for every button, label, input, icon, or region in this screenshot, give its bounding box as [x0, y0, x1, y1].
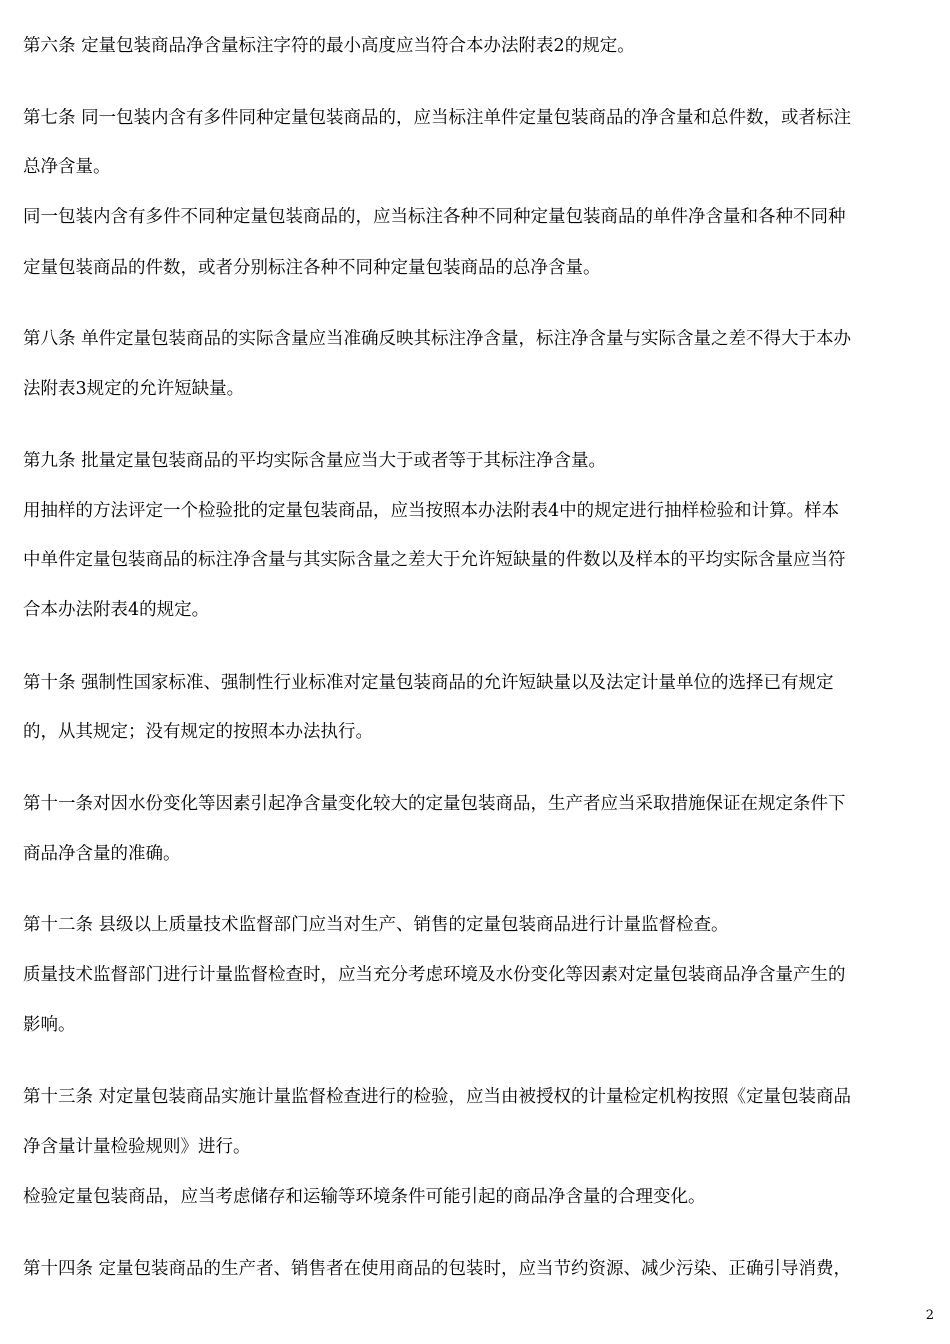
text-line: 第八条 单件定量包装商品的实际含量应当准确反映其标注净含量，标注净含量与实际含量之差不得大于本办	[23, 329, 852, 349]
text-line: 定量包装商品的件数，或者分别标注各种不同种定量包装商品的总净含量。	[23, 258, 601, 278]
text-line: 第十四条 定量包装商品的生产者、销售者在使用商品的包装时，应当节约资源、减少污染、正确引导消费，	[23, 1259, 852, 1279]
text-line: 商品净含量的准确。	[23, 844, 181, 864]
page-number: 2	[925, 1308, 934, 1323]
text-line: 第九条 批量定量包装商品的平均实际含量应当大于或者等于其标注净含量。	[23, 451, 607, 471]
text-line: 检验定量包装商品，应当考虑储存和运输等环境条件可能引起的商品净含量的合理变化。	[23, 1187, 706, 1207]
text-line: 总净含量。	[23, 157, 111, 177]
text-line: 同一包装内含有多件不同种定量包装商品的，应当标注各种不同种定量包装商品的单件净含量和各种不同种	[23, 207, 846, 227]
text-line: 净含量计量检验规则》进行。	[23, 1137, 251, 1157]
text-line: 第十一条对因水份变化等因素引起净含量变化较大的定量包装商品，生产者应当采取措施保证在规定条件下	[23, 794, 846, 814]
text-line: 第十二条 县级以上质量技术监督部门应当对生产、销售的定量包装商品进行计量监督检查。	[23, 915, 729, 935]
text-line: 影响。	[23, 1015, 76, 1035]
text-line: 法附表3规定的允许短缺量。	[23, 379, 245, 399]
text-line: 的，从其规定；没有规定的按照本办法执行。	[23, 722, 373, 742]
text-line: 第十条 强制性国家标准、强制性行业标准对定量包装商品的允许短缺量以及法定计量单位的选择已有规定	[23, 673, 834, 693]
text-line: 第七条 同一包装内含有多件同种定量包装商品的，应当标注单件定量包装商品的净含量和总件数，或者标注	[23, 108, 852, 128]
text-line: 第十三条 对定量包装商品实施计量监督检查进行的检验，应当由被授权的计量检定机构按照《定量包装商品	[23, 1087, 852, 1107]
text-line: 中单件定量包装商品的标注净含量与其实际含量之差大于允许短缺量的件数以及样本的平均实际含量应当符	[23, 550, 846, 570]
text-line: 用抽样的方法评定一个检验批的定量包装商品，应当按照本办法附表4中的规定进行抽样检验和计算。样本	[23, 501, 840, 521]
text-line: 质量技术监督部门进行计量监督检查时，应当充分考虑环境及水份变化等因素对定量包装商品净含量产生的	[23, 965, 846, 985]
text-line: 合本办法附表4的规定。	[23, 600, 210, 620]
text-line: 第六条 定量包装商品净含量标注字符的最小高度应当符合本办法附表2的规定。	[23, 36, 635, 56]
